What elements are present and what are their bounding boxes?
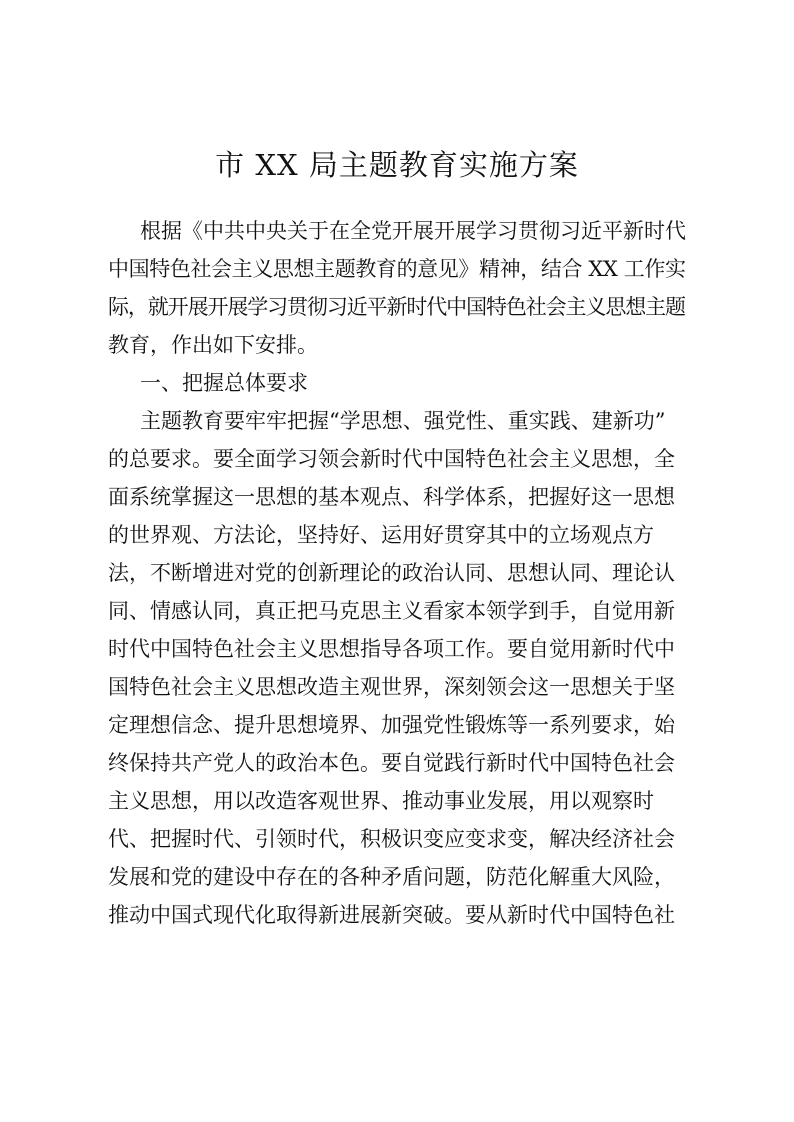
text-line — [0, 364, 794, 402]
text-line — [0, 288, 794, 326]
text-line — [0, 896, 794, 934]
text-line-content: 发展和党的建设中存在的各种矛盾问题，防范化解重大风险， — [108, 865, 675, 889]
text-line-content: 面系统掌握这一思想的基本观点、科学体系，把握好这一思想 — [108, 485, 675, 509]
text-line — [0, 212, 794, 250]
text-line-content: 法，不断增进对党的创新理论的政治认同、思想认同、理论认 — [108, 561, 675, 585]
text-line-content: 教育，作出如下安排。 — [108, 333, 318, 357]
text-line-content: 时代中国特色社会主义思想指导各项工作。要自觉用新时代中 — [108, 637, 675, 661]
text-line — [0, 440, 794, 478]
text-line — [0, 706, 794, 744]
text-line-content: 一、把握总体要求 — [140, 371, 308, 395]
text-line-content: 定理想信念、提升思想境界、加强党性锻炼等一系列要求，始 — [108, 713, 675, 737]
text-line-content: 推动中国式现代化取得新进展新突破。要从新时代中国特色社 — [108, 903, 675, 927]
text-line-content: 主题教育要牢牢把握“学思想、强党性、重实践、建新功” — [140, 409, 666, 433]
text-line — [0, 668, 794, 706]
text-line-content: 同、情感认同，真正把马克思主义看家本领学到手，自觉用新 — [108, 599, 675, 623]
text-line — [0, 630, 794, 668]
text-line — [0, 326, 794, 364]
text-line-content: 际，就开展开展学习贯彻习近平新时代中国特色社会主义思想主题 — [108, 295, 685, 319]
text-line — [0, 516, 794, 554]
text-line-content: 的总要求。要全面学习领会新时代中国特色社会主义思想，全 — [108, 447, 675, 471]
text-line-content: 根据《中共中央关于在全党开展开展学习贯彻习近平新时代 — [140, 219, 686, 243]
text-line — [0, 744, 794, 782]
text-line — [0, 820, 794, 858]
text-line-content: 主义思想，用以改造客观世界、推动事业发展，用以观察时 — [108, 789, 654, 813]
document-title: 市 XX 局主题教育实施方案 — [215, 148, 579, 182]
text-line — [0, 554, 794, 592]
text-line — [0, 250, 794, 288]
text-line — [0, 858, 794, 896]
text-line — [0, 402, 794, 440]
text-line — [0, 478, 794, 516]
document-body — [0, 212, 794, 934]
text-line — [0, 592, 794, 630]
text-line — [0, 782, 794, 820]
text-line-content: 中国特色社会主义思想主题教育的意见》精神，结合 XX 工作实 — [108, 257, 686, 281]
text-line-content: 国特色社会主义思想改造主观世界，深刻领会这一思想关于坚 — [108, 675, 675, 699]
text-line-content: 终保持共产党人的政治本色。要自觉践行新时代中国特色社会 — [108, 751, 675, 775]
text-line-content: 的世界观、方法论，坚持好、运用好贯穿其中的立场观点方 — [108, 523, 654, 547]
text-line-content: 代、把握时代、引领时代，积极识变应变求变，解决经济社会 — [108, 827, 675, 851]
